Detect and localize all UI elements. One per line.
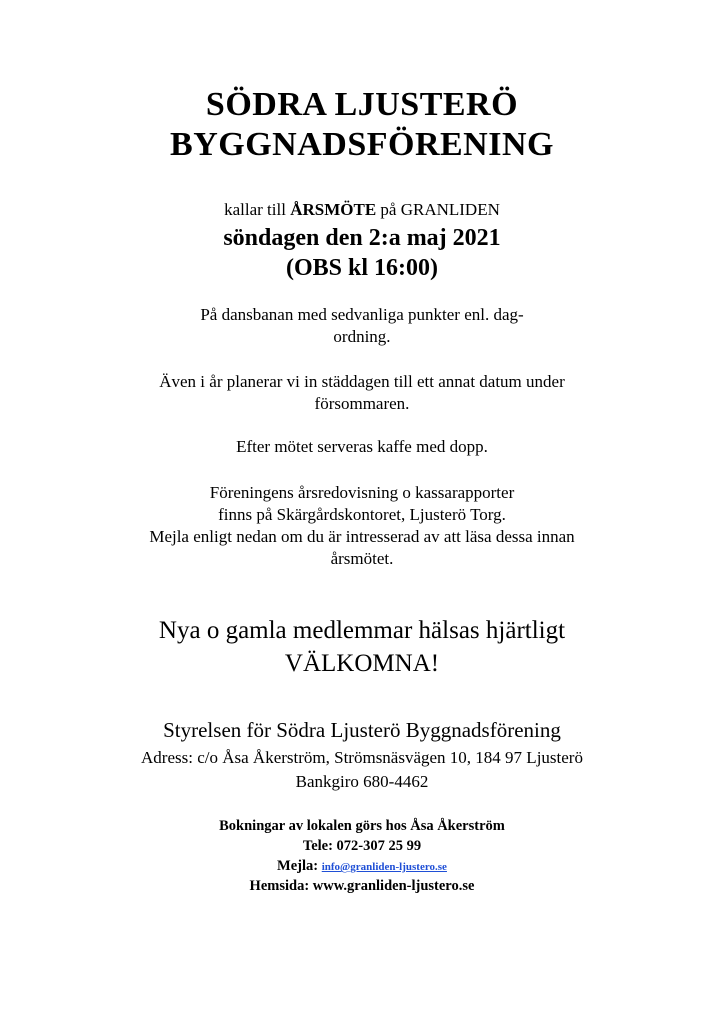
invitation-line (0, 200, 724, 220)
website-text: Hemsida: www.granliden-ljustero.se (249, 878, 475, 894)
reports-line-1: Föreningens årsredovisning o kassarapporter (209, 483, 515, 502)
invitation-event: ÅRSMÖTE (290, 200, 377, 219)
welcome-line-1: Nya o gamla medlemmar hälsas hjärtligt (158, 617, 566, 644)
board-bankgiro: Bankgiro 680-4462 (295, 772, 429, 791)
heading-line-1: SÖDRA LJUSTERÖ (205, 86, 519, 123)
bookings-text: Bokningar av lokalen görs hos Åsa Åkerström (219, 818, 505, 834)
meeting-date: söndagen den 2:a maj 2021 (223, 225, 501, 251)
welcome-line-2: VÄLKOMNA! (284, 650, 440, 677)
cleanup-line-1: Även i år planerar vi in städdagen till ett annat datum under (159, 372, 565, 391)
agenda-line-2: ordning. (333, 327, 391, 346)
email-link[interactable]: info@granliden-ljustero.se (321, 861, 447, 873)
phone-text: Tele: 072-307 25 99 (302, 838, 422, 854)
invitation-prefix: kallar till (224, 200, 291, 219)
invitation-suffix: på GRANLIDEN (376, 200, 500, 219)
reports-line-2: finns på Skärgårdskontoret, Ljusterö Torg. (218, 505, 506, 524)
email-label: Mejla: (277, 858, 322, 874)
board-address: Adress: c/o Åsa Åkerström, Strömsnäsvägen 10, 184 97 Ljusterö (141, 748, 583, 767)
reports-line-3: Mejla enligt nedan om du är intresserad av att läsa dessa innan (149, 527, 575, 546)
cleanup-line-2: försommaren. (314, 394, 410, 413)
email-line (0, 858, 724, 875)
heading-line-2: BYGGNADSFÖRENING (170, 126, 554, 163)
board-signature: Styrelsen för Södra Ljusterö Byggnadsförening (163, 718, 561, 742)
meeting-time-note: (OBS kl 16:00) (285, 255, 438, 281)
agenda-line-1: På dansbanan med sedvanliga punkter enl. dag- (200, 305, 524, 324)
coffee-text: Efter mötet serveras kaffe med dopp. (236, 437, 488, 456)
reports-line-4: årsmötet. (330, 549, 394, 568)
